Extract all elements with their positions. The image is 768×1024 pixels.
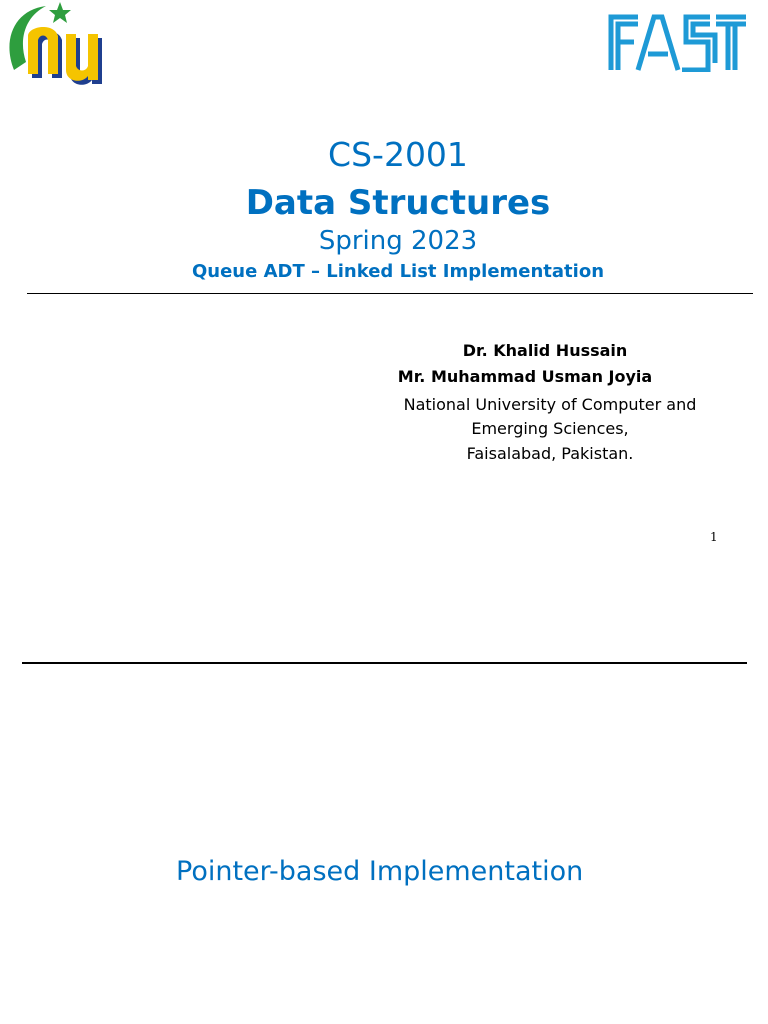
topic-title: Queue ADT – Linked List Implementation [191,261,605,282]
course-name: Data Structures [245,183,551,223]
institution-line: Emerging Sciences, [471,419,629,438]
course-code: CS-2001 [328,135,468,174]
semester: Spring 2023 [318,226,478,256]
page-divider [22,662,747,664]
author-name: Mr. Muhammad Usman Joyia [397,367,653,386]
institution-line: National University of Computer and [403,395,697,414]
nu-logo-icon [4,0,112,90]
title-divider [27,293,753,294]
fast-logo-icon [608,14,748,72]
author-name: Dr. Khalid Hussain [462,341,628,360]
next-slide-title: Pointer-based Implementation [176,856,584,887]
page-number: 1 [710,530,718,544]
institution-line: Faisalabad, Pakistan. [466,444,634,463]
